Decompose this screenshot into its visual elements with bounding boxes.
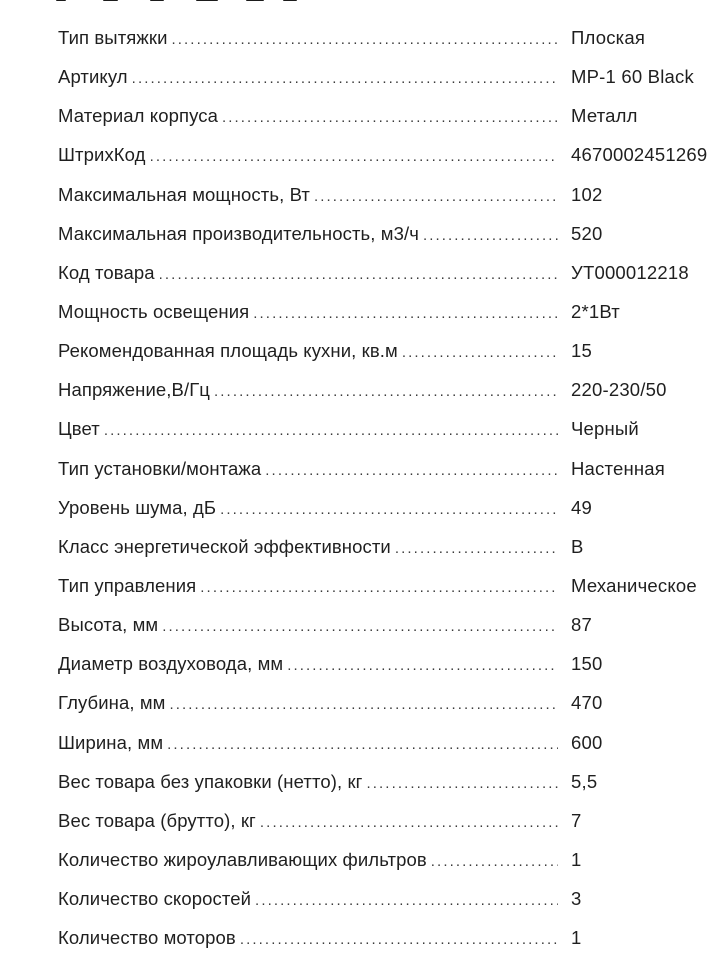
dot-leader bbox=[128, 59, 558, 98]
dot-leader bbox=[310, 177, 558, 216]
dot-leader bbox=[283, 646, 558, 685]
spec-row bbox=[58, 253, 719, 292]
spec-row bbox=[58, 605, 719, 644]
spec-label: Тип установки/монтажа bbox=[58, 457, 262, 479]
spec-row bbox=[58, 723, 719, 762]
dot-leader bbox=[100, 411, 558, 450]
dot-leader bbox=[251, 881, 558, 920]
spec-row bbox=[58, 18, 719, 57]
spec-label: Максимальная мощность, Вт bbox=[58, 183, 310, 205]
spec-label: Артикул bbox=[58, 66, 128, 88]
spec-value: 5,5 bbox=[571, 770, 598, 792]
spec-value: 102 bbox=[571, 183, 603, 205]
dot-leader bbox=[165, 685, 558, 724]
spec-list bbox=[58, 18, 719, 957]
dot-leader bbox=[218, 98, 558, 137]
spec-label: Количество жироулавливающих фильтров bbox=[58, 848, 427, 870]
spec-value: B bbox=[571, 535, 584, 557]
dot-leader bbox=[391, 529, 558, 568]
spec-label: Напряжение,В/Гц bbox=[58, 379, 211, 401]
spec-row bbox=[58, 214, 719, 253]
spec-row bbox=[58, 527, 719, 566]
dot-leader bbox=[398, 333, 558, 372]
spec-value: 7 bbox=[571, 809, 582, 831]
spec-label: Тип вытяжки bbox=[58, 27, 168, 48]
spec-value: 87 bbox=[571, 614, 592, 636]
spec-label: Максимальная производительность, м3/ч bbox=[58, 222, 419, 244]
spec-label: Мощность освещения bbox=[58, 300, 250, 322]
dot-leader bbox=[427, 842, 558, 881]
dot-leader bbox=[256, 803, 558, 842]
dot-leader bbox=[168, 20, 558, 59]
spec-row bbox=[58, 370, 719, 409]
dot-leader bbox=[261, 451, 558, 490]
spec-row bbox=[58, 96, 719, 135]
spec-value: УТ000012218 bbox=[571, 261, 689, 283]
spec-value: 150 bbox=[571, 653, 603, 675]
spec-label: Вес товара без упаковки (нетто), кг bbox=[58, 770, 363, 792]
spec-value: 49 bbox=[571, 496, 592, 518]
spec-label: Количество моторов bbox=[58, 927, 236, 949]
dot-leader bbox=[419, 216, 558, 255]
spec-row bbox=[58, 57, 719, 96]
spec-value: 4670002451269 bbox=[571, 144, 708, 166]
spec-value: 220-230/50 bbox=[571, 379, 667, 401]
spec-label: Количество скоростей bbox=[58, 888, 252, 910]
spec-value: 2*1Вт bbox=[571, 300, 620, 322]
spec-value: 3 bbox=[571, 888, 582, 910]
spec-row bbox=[58, 488, 719, 527]
spec-value: Черный bbox=[571, 418, 639, 440]
dot-leader bbox=[196, 568, 558, 607]
spec-value: 520 bbox=[571, 222, 603, 244]
spec-label: Диаметр воздуховода, мм bbox=[58, 653, 284, 675]
spec-label: Рекомендованная площадь кухни, кв.м bbox=[58, 340, 398, 362]
spec-row bbox=[58, 292, 719, 331]
spec-row bbox=[58, 135, 719, 174]
spec-row bbox=[58, 331, 719, 370]
dot-leader bbox=[158, 607, 558, 646]
spec-value: 15 bbox=[571, 340, 592, 362]
spec-row bbox=[58, 879, 719, 918]
spec-value: MP-1 60 Black bbox=[571, 66, 694, 88]
spec-row bbox=[58, 644, 719, 683]
spec-row bbox=[58, 175, 719, 214]
spec-row bbox=[58, 683, 719, 722]
spec-label: Ширина, мм bbox=[58, 731, 164, 753]
spec-label: Вес товара (брутто), кг bbox=[58, 809, 256, 831]
spec-row bbox=[58, 801, 719, 840]
spec-value: 470 bbox=[571, 692, 603, 714]
spec-label: ШтрихКод bbox=[58, 144, 146, 166]
spec-label: Класс энергетической эффективности bbox=[58, 535, 391, 557]
dot-leader bbox=[155, 255, 558, 294]
spec-value: 1 bbox=[571, 848, 582, 870]
spec-label: Цвет bbox=[58, 418, 100, 440]
dot-leader bbox=[146, 137, 558, 176]
spec-row bbox=[58, 566, 719, 605]
spec-row bbox=[58, 918, 719, 957]
spec-value: Настенная bbox=[571, 457, 665, 479]
spec-label: Материал корпуса bbox=[58, 105, 218, 127]
spec-row bbox=[58, 449, 719, 488]
dot-leader bbox=[236, 920, 558, 959]
spec-row bbox=[58, 409, 719, 448]
spec-label: Уровень шума, дБ bbox=[58, 496, 217, 518]
spec-value: Металл bbox=[571, 105, 638, 127]
spec-label: Высота, мм bbox=[58, 614, 159, 636]
spec-value: 600 bbox=[571, 731, 603, 753]
dot-leader bbox=[210, 372, 558, 411]
spec-value: Плоская bbox=[571, 27, 646, 48]
spec-row bbox=[58, 762, 719, 801]
cropped-heading-fragment bbox=[0, 0, 719, 6]
dot-leader bbox=[163, 725, 558, 764]
dot-leader bbox=[249, 294, 558, 333]
spec-label: Код товара bbox=[58, 261, 155, 283]
spec-label: Тип управления bbox=[58, 574, 197, 596]
dot-leader bbox=[363, 764, 558, 803]
spec-value: Механическое bbox=[571, 574, 697, 596]
dot-leader bbox=[216, 490, 558, 529]
spec-row bbox=[58, 840, 719, 879]
spec-value: 1 bbox=[571, 927, 582, 949]
spec-label: Глубина, мм bbox=[58, 692, 166, 714]
